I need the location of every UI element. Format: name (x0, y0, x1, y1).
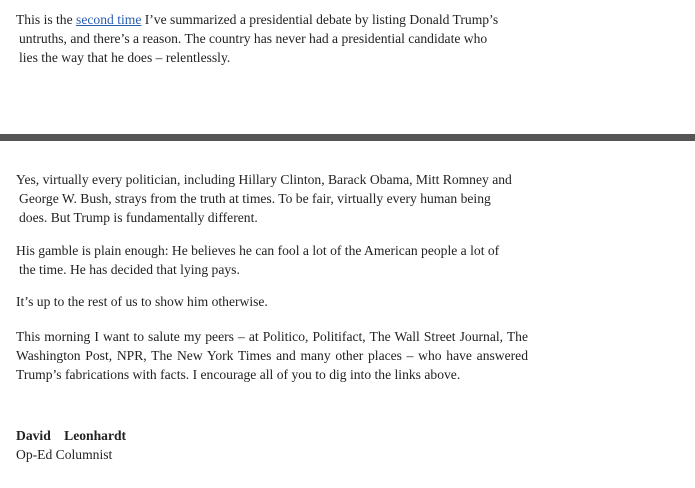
second-time-link[interactable]: second time (76, 12, 142, 27)
p2-line-1: His gamble is plain enough: He believes he can fool a lot of the American people a lot of (16, 243, 500, 258)
intro-text-pre-link: This is the (16, 12, 77, 27)
intro-line-1 (16, 10, 528, 29)
p3-line: It’s up to the rest of us to show him otherwise. (16, 294, 268, 309)
p1-line-3: does. But Trump is fundamentally different. (19, 210, 258, 225)
paragraph-3 (16, 292, 528, 311)
p2-line-2: the time. He has decided that lying pays. (19, 262, 240, 277)
signature-block (16, 426, 528, 464)
intro-line-3: lies the way that he does – relentlessly. (19, 50, 231, 65)
author-name: David Leonhardt (16, 428, 127, 443)
author-title: Op-Ed Columnist (16, 447, 113, 462)
p1-line-2: George W. Bush, strays from the truth at times. To be fair, virtually every human being (19, 191, 491, 206)
p1-line-1: Yes, virtually every politician, including Hillary Clinton, Barack Obama, Mitt Romney and (16, 172, 512, 187)
intro-line-2: untruths, and there’s a reason. The country has never had a presidential candidate who (19, 31, 488, 46)
paragraph-4 (16, 327, 528, 384)
paragraph-1 (16, 170, 528, 227)
intro-text-line1-rest: I’ve summarized a presidential debate by listing Donald Trump’s (141, 12, 499, 27)
section-divider (0, 134, 695, 141)
p4-text: This morning I want to salute my peers – at Politico, Politifact, The Wall Street Journal, The Washington Post, NPR, The New York Times and many other places – who have answered Trump’s fabrications with facts. I encourage all of you to dig into the links above. (16, 329, 528, 382)
intro-paragraph (16, 10, 528, 67)
paragraph-2 (16, 241, 528, 279)
